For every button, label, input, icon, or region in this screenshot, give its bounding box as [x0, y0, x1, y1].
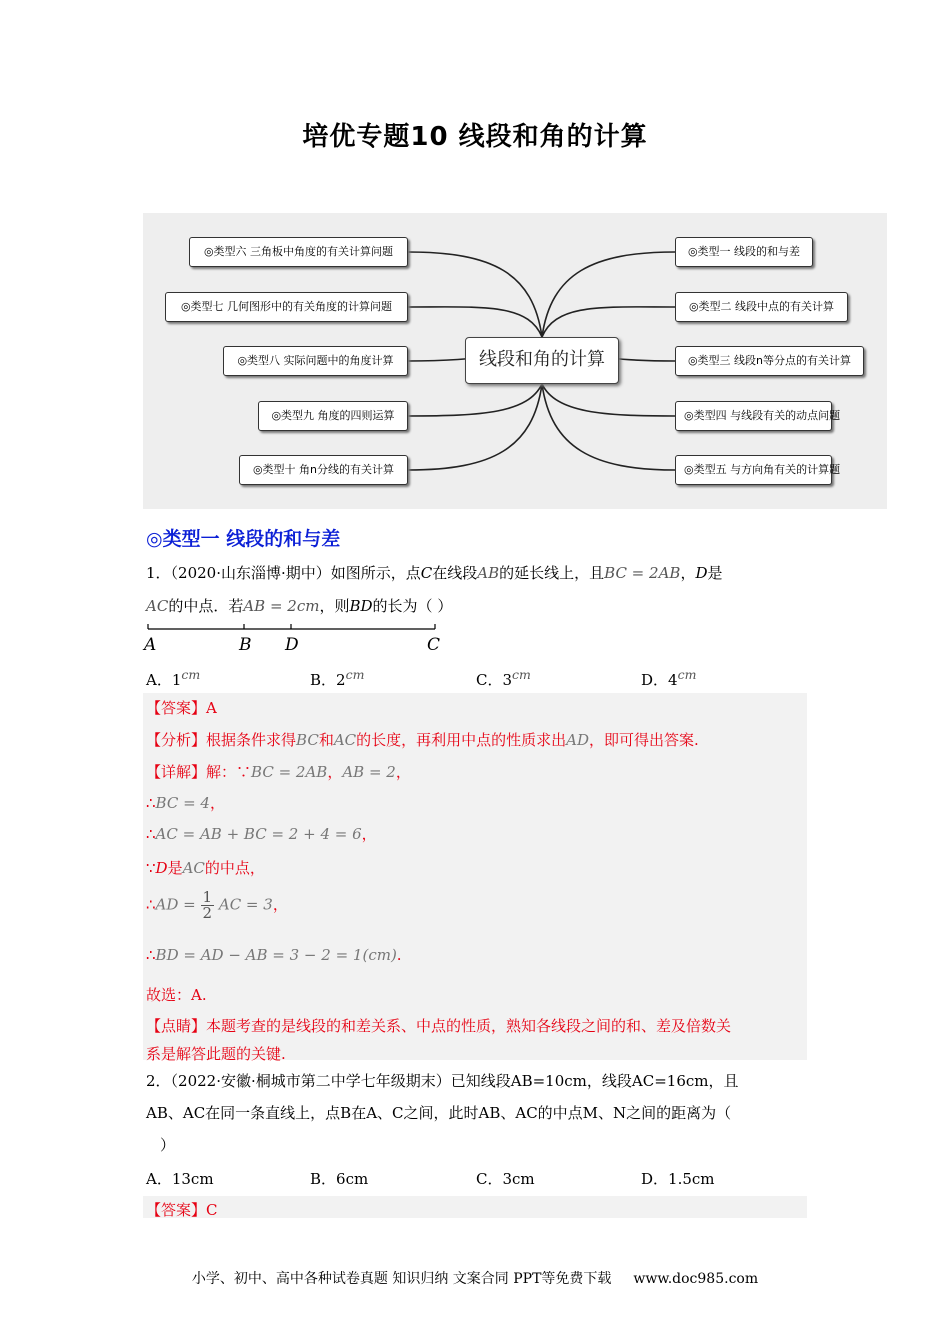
q1-answer: 【答案】A: [146, 699, 217, 717]
point-label-b: B: [239, 635, 252, 655]
q1-choose: 故选：A.: [146, 986, 207, 1004]
q2-option-c: C．3cm: [476, 1170, 535, 1188]
footer-text: 小学、初中、高中各种试卷真题 知识归纳 文案合同 PPT等免费下载: [191, 1271, 612, 1287]
mind-map-node-type4: ◎类型四 与线段有关的动点问题: [675, 401, 832, 431]
q1-detail-line3: ∴AC = AB + BC = 2 + 4 = 6，: [146, 825, 377, 843]
section-heading: ◎类型一 线段的和与差: [146, 528, 341, 550]
q1-number: 1．: [146, 564, 171, 582]
q2-line2: AB、AC在同一条直线上，点B在A、C之间，此时AB、AC的中点M、N之间的距离为（: [146, 1104, 732, 1122]
q1-option-c: C．$3^{cm}$: [476, 667, 531, 689]
q1-option-d: D．$4^{cm}$: [641, 667, 697, 689]
q1-detail-line6: ∴BD = AD − AB = 3 − 2 = 1(cm).: [146, 946, 402, 964]
q1-detail-line5: ∴AD = $\frac{1}{2}$ AC = 3，: [146, 888, 288, 922]
mind-map-node-type5: ◎类型五 与方向角有关的计算题: [675, 455, 832, 485]
point-label-c: C: [427, 635, 441, 655]
q1-comment-line1: 【点睛】本题考查的是线段的和差关系、中点的性质，熟知各线段之间的和、差及倍数关: [146, 1017, 732, 1035]
page-title: 培优专题10 线段和角的计算: [302, 122, 648, 152]
q2-line3: ）: [160, 1136, 176, 1154]
q2-option-d: D．1.5cm: [641, 1170, 715, 1188]
footer-site-link[interactable]: www.doc985.com: [633, 1271, 759, 1287]
q1-segment-figure: [140, 618, 450, 658]
q1-detail-line1: 【详解】解：∵BC = 2AB，AB = 2，: [146, 763, 411, 781]
q1-analysis: 【分析】根据条件求得BC和AC的长度，再利用中点的性质求出AD，即可得出答案.: [146, 731, 699, 749]
mind-map-node-type10: ◎类型十 角n分线的有关计算: [239, 455, 408, 485]
page-footer: [0, 1268, 950, 1288]
q1-detail-line4: ∵D是AC的中点，: [146, 859, 265, 877]
q1-line2: AC的中点．若AB = 2cm，则BD的长为（ ）: [146, 597, 453, 615]
mind-map-center: 线段和角的计算: [465, 337, 619, 384]
point-label-a: A: [144, 635, 157, 655]
mind-map-node-type1: ◎类型一 线段的和与差: [675, 237, 813, 267]
mind-map-node-type8: ◎类型八 实际问题中的角度计算: [223, 346, 408, 376]
mind-map-node-type6: ◎类型六 三角板中角度的有关计算问题: [189, 237, 408, 267]
q1-line1: 1．（2020·山东淄博·期中）如图所示，点C在线段AB的延长线上，且BC = 2AB，D是: [146, 564, 723, 582]
q1-comment-line2: 系是解答此题的关键.: [146, 1045, 286, 1063]
mind-map-node-type3: ◎类型三 线段n等分点的有关计算: [675, 346, 864, 376]
q2-answer-box: [143, 1196, 807, 1218]
q1-option-a: A．$1^{cm}$: [146, 667, 201, 689]
mind-map-node-type2: ◎类型二 线段中点的有关计算: [675, 292, 848, 322]
mind-map: [143, 213, 887, 509]
point-label-d: D: [285, 635, 299, 655]
q1-option-b: B．$2^{cm}$: [310, 667, 365, 689]
q2-answer: 【答案】C: [146, 1201, 218, 1219]
q2-option-a: A．13cm: [146, 1170, 214, 1188]
mind-map-node-type9: ◎类型九 角度的四则运算: [258, 401, 408, 431]
q2-option-b: B．6cm: [310, 1170, 369, 1188]
q1-detail-line2: ∴BC = 4，: [146, 794, 225, 812]
mind-map-node-type7: ◎类型七 几何图形中的有关角度的计算问题: [165, 292, 408, 322]
fraction-one-half: $\frac{1}{2}$: [202, 888, 213, 922]
q2-line1: 2．（2022·安徽·桐城市第二中学七年级期末）已知线段AB=10cm，线段AC=16cm，且: [146, 1072, 739, 1090]
